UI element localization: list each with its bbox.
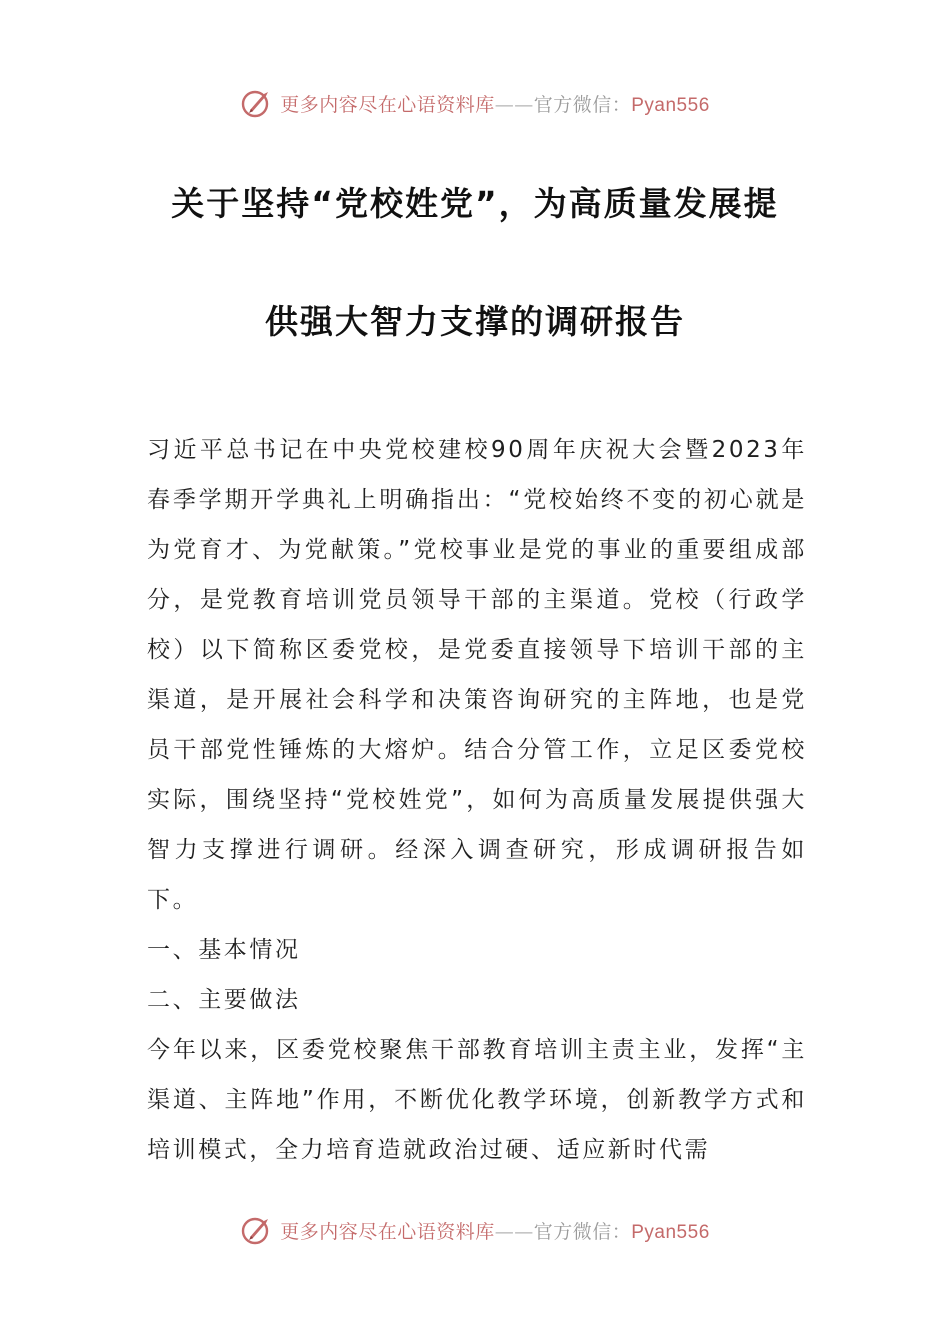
document-body: [147, 425, 807, 1175]
banner-wechat-id: Pyan556: [631, 1221, 710, 1243]
banner-text: [280, 1217, 710, 1244]
section-heading-2: 二、主要做法: [147, 987, 301, 1013]
body-paragraph-1: 习近平总书记在中央党校建校90周年庆祝大会暨2023年春季学期开学典礼上明确指出：“党校始终不变的初心就是为党育才、为党献策。”党校事业是党的事业的重要组成部分，是党教育培训党员领导干部的主渠道。党校（行政学校）以下简称区委党校，是党委直接领导下培训干部的主渠道，是开展社会科学和决策咨询研究的主阵地，也是党员干部党性锤炼的大熔炉。结合分管工作，立足区委党校实际，围绕坚持“党校姓党”，如何为高质量发展提供强大智力支撑进行调研。经深入调查研究，形成调研报告如下。: [147, 437, 807, 913]
pen-circle-icon: [240, 86, 274, 120]
header-banner: [0, 83, 950, 123]
banner-wechat-label: 官方微信：: [533, 1220, 632, 1243]
banner-site-text: 更多内容尽在心语资料库: [280, 93, 495, 116]
body-paragraph-2: 今年以来，区委党校聚焦干部教育培训主责主业，发挥“主渠道、主阵地”作用，不断优化教学环境，创新教学方式和培训模式，全力培育造就政治过硬、适应新时代需: [147, 1037, 807, 1163]
pen-circle-icon: [240, 1213, 274, 1247]
footer-banner: [0, 1210, 950, 1250]
banner-site-text: 更多内容尽在心语资料库: [280, 1220, 495, 1243]
banner-separator: ——: [494, 93, 534, 116]
document-title-line-2: 供强大智力支撑的调研报告: [265, 302, 685, 341]
banner-text: [280, 90, 710, 117]
section-heading-1: 一、基本情况: [147, 937, 301, 963]
banner-wechat-label: 官方微信：: [533, 93, 632, 116]
document-title-line-1: 关于坚持“党校姓党”，为高质量发展提: [171, 184, 779, 223]
banner-separator: ——: [494, 1220, 534, 1243]
banner-wechat-id: Pyan556: [631, 94, 710, 116]
